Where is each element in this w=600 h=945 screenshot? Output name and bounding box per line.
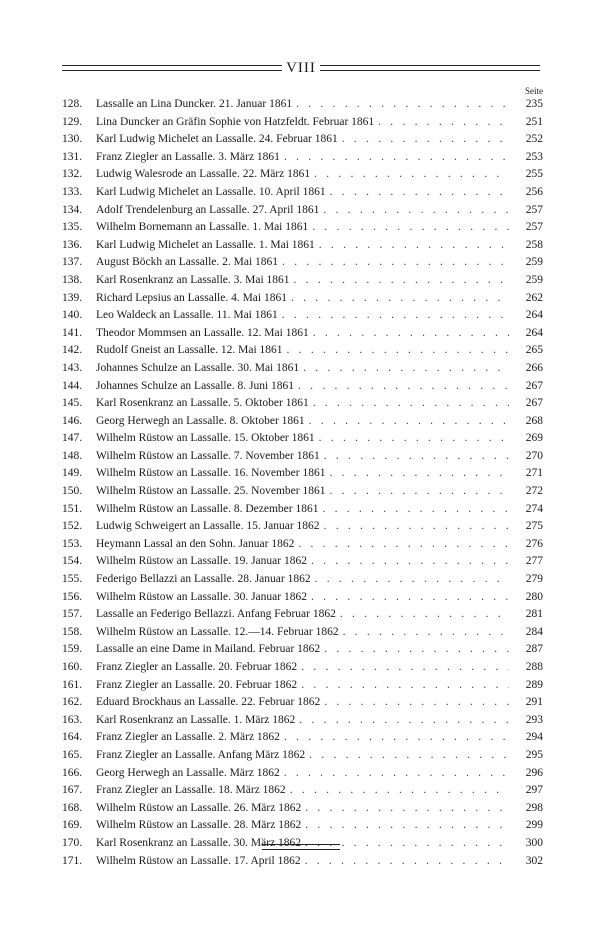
dot-leader: [338, 131, 509, 149]
entry-number: 154.: [62, 555, 83, 568]
entry-title: Johannes Schulze an Lassalle. 30. Mai 1861: [96, 361, 300, 374]
entry-number: 171.: [62, 854, 83, 867]
entry-number: 161.: [62, 678, 83, 691]
entry-page: 297: [525, 784, 543, 797]
entry-page: 280: [525, 590, 543, 603]
page-column-label: Seite: [525, 86, 543, 96]
entry-page: 291: [525, 696, 543, 709]
entry-number: 137.: [62, 256, 83, 269]
dot-leader: [309, 395, 509, 413]
entry-title: August Böckh an Lassalle. 2. Mai 1861: [96, 256, 279, 269]
dot-leader: [301, 800, 509, 818]
entry-number: 164.: [62, 731, 83, 744]
entry-title: Rudolf Gneist an Lassalle. 12. Mai 1861: [96, 344, 283, 357]
toc-entry: [62, 747, 543, 765]
entry-number: 156.: [62, 590, 83, 603]
entry-number: 157.: [62, 608, 83, 621]
entry-page: 259: [525, 256, 543, 269]
toc-entry: [62, 237, 543, 255]
entry-title: Karl Rosenkranz an Lassalle. 5. Oktober 1861: [96, 397, 309, 410]
toc-entry: [62, 378, 543, 396]
dot-leader: [315, 237, 509, 255]
entry-title: Karl Rosenkranz an Lassalle. 1. März 1862: [96, 713, 296, 726]
entry-number: 140.: [62, 309, 83, 322]
toc-entry: [62, 729, 543, 747]
dot-leader: [305, 747, 509, 765]
entry-page: 298: [525, 801, 543, 814]
entry-title: Lassalle an Federigo Bellazzi. Anfang Februar 1862: [96, 608, 336, 621]
entry-page: 257: [525, 203, 543, 216]
entry-page: 258: [525, 238, 543, 251]
entry-title: Georg Herwegh an Lassalle. 8. Oktober 1861: [96, 414, 305, 427]
dot-leader: [307, 589, 509, 607]
dot-leader: [326, 483, 510, 501]
dot-leader: [292, 96, 509, 114]
page-number: VIII: [286, 60, 316, 76]
entry-page: 271: [525, 467, 543, 480]
entry-title: Leo Waldeck an Lassalle. 11. Mai 1861: [96, 309, 278, 322]
entry-number: 165.: [62, 748, 83, 761]
dot-leader: [294, 378, 509, 396]
entry-title: Georg Herwegh an Lassalle. März 1862: [96, 766, 280, 779]
dot-leader: [283, 342, 509, 360]
toc-entry: [62, 413, 543, 431]
entry-number: 159.: [62, 643, 83, 656]
entry-number: 151.: [62, 502, 83, 515]
entry-number: 158.: [62, 625, 83, 638]
toc-entry: [62, 694, 543, 712]
dot-leader: [320, 518, 509, 536]
toc-entry: [62, 114, 543, 132]
entry-title: Wilhelm Rüstow an Lassalle. 19. Januar 1862: [96, 555, 307, 568]
entry-page: 255: [525, 168, 543, 181]
entry-title: Franz Ziegler an Lassalle. 18. März 1862: [96, 784, 286, 797]
entry-number: 133.: [62, 185, 83, 198]
toc-entry: [62, 606, 543, 624]
entry-title: Franz Ziegler an Lassalle. 20. Februar 1862: [96, 661, 298, 673]
toc-entry: [62, 782, 543, 800]
toc-entry: [62, 483, 543, 501]
dot-leader: [297, 677, 509, 695]
toc-entry: [62, 765, 543, 783]
entry-page: 284: [525, 625, 543, 638]
entry-number: 153.: [62, 537, 83, 550]
entry-number: 132.: [62, 168, 83, 181]
table-of-contents: [62, 96, 543, 870]
entry-page: 279: [525, 573, 543, 586]
entry-number: 128.: [62, 98, 83, 110]
entry-title: Wilhelm Rüstow an Lassalle. 15. Oktober 1861: [96, 432, 315, 445]
entry-title: Karl Rosenkranz an Lassalle. 30. März 1862: [96, 836, 302, 849]
dot-leader: [280, 765, 509, 783]
entry-page: 262: [525, 291, 543, 304]
entry-number: 146.: [62, 414, 83, 427]
entry-number: 148.: [62, 449, 83, 462]
toc-entry: [62, 712, 543, 730]
entry-number: 168.: [62, 801, 83, 814]
dot-leader: [287, 290, 509, 308]
toc-entry: [62, 641, 543, 659]
dot-leader: [307, 553, 509, 571]
entry-number: 167.: [62, 784, 83, 797]
dot-leader: [374, 114, 509, 132]
dot-leader: [278, 307, 509, 325]
header-rule-right: [320, 65, 540, 71]
entry-title: Federigo Bellazzi an Lassalle. 28. Januar 1862: [96, 573, 311, 586]
entry-page: 296: [525, 766, 543, 779]
entry-page: 267: [525, 397, 543, 410]
entry-title: Wilhelm Rüstow an Lassalle. 8. Dezember 1861: [96, 502, 319, 515]
entry-page: 256: [525, 185, 543, 198]
entry-page: 276: [525, 537, 543, 550]
header-rule-left: [62, 65, 282, 71]
dot-leader: [299, 360, 509, 378]
toc-entry: [62, 448, 543, 466]
toc-entry: [62, 272, 543, 290]
entry-title: Ludwig Walesrode an Lassalle. 22. März 1861: [96, 168, 311, 181]
entry-title: Franz Ziegler an Lassalle. 3. März 1861: [96, 150, 280, 163]
dot-leader: [290, 272, 509, 290]
entry-number: 147.: [62, 432, 83, 445]
toc-entry: [62, 624, 543, 642]
dot-leader: [326, 465, 510, 483]
dot-leader: [305, 413, 509, 431]
entry-number: 152.: [62, 520, 83, 533]
entry-page: 253: [525, 150, 543, 163]
entry-title: Wilhelm Rüstow an Lassalle. 16. November 1861: [96, 467, 326, 480]
dot-leader: [301, 817, 509, 835]
entry-number: 134.: [62, 203, 83, 216]
entry-page: 302: [525, 854, 543, 867]
dot-leader: [315, 430, 509, 448]
dot-leader: [326, 184, 509, 202]
entry-title: Franz Ziegler an Lassalle. 2. März 1862: [96, 731, 280, 744]
toc-entry: [62, 149, 543, 167]
entry-number: 138.: [62, 273, 83, 286]
entry-title: Richard Lepsius an Lassalle. 4. Mai 1861: [96, 291, 287, 304]
entry-page: 265: [525, 344, 543, 357]
toc-entry: [62, 430, 543, 448]
entry-number: 129.: [62, 115, 83, 128]
entry-title: Wilhelm Rüstow an Lassalle. 17. April 1862: [96, 854, 301, 867]
dot-leader: [301, 853, 509, 871]
dot-leader: [280, 729, 509, 747]
entry-title: Karl Rosenkranz an Lassalle. 3. Mai 1861: [96, 273, 290, 286]
toc-entry: [62, 465, 543, 483]
dot-leader: [295, 712, 509, 730]
entry-number: 142.: [62, 344, 83, 357]
entry-title: Johannes Schulze an Lassalle. 8. Juni 1861: [96, 379, 295, 392]
dot-leader: [319, 202, 509, 220]
toc-entry: [62, 677, 543, 695]
entry-page: 252: [525, 133, 543, 146]
entry-title: Wilhelm Bornemann an Lassalle. 1. Mai 1861: [96, 221, 309, 234]
entry-page: 267: [525, 379, 543, 392]
dot-leader: [339, 624, 509, 642]
dot-leader: [308, 219, 509, 237]
entry-number: 145.: [62, 397, 83, 410]
toc-entry: [62, 853, 543, 871]
entry-page: 289: [525, 678, 543, 691]
dot-leader: [320, 694, 509, 712]
toc-entry: [62, 501, 543, 519]
entry-title: Karl Ludwig Michelet an Lassalle. 1. Mai 1861: [96, 238, 315, 251]
entry-number: 143.: [62, 361, 83, 374]
entry-page: 269: [525, 432, 543, 445]
entry-number: 160.: [62, 661, 83, 673]
toc-entry: [62, 571, 543, 589]
closing-rule-bottom: [262, 849, 340, 850]
entry-number: 135.: [62, 221, 83, 234]
entry-number: 163.: [62, 713, 83, 726]
closing-rule-top: [262, 844, 340, 845]
toc-entry: [62, 290, 543, 308]
entry-title: Franz Ziegler an Lassalle. Anfang März 1862: [96, 748, 306, 761]
toc-entry: [62, 360, 543, 378]
entry-page: 293: [525, 713, 543, 726]
entry-number: 136.: [62, 238, 83, 251]
entry-number: 139.: [62, 291, 83, 304]
entry-title: Wilhelm Rüstow an Lassalle. 7. November 1861: [96, 449, 320, 462]
entry-page: 275: [525, 520, 543, 533]
entry-page: 294: [525, 731, 543, 744]
entry-number: 144.: [62, 379, 83, 392]
dot-leader: [309, 325, 509, 343]
dot-leader: [280, 149, 509, 167]
entry-title: Adolf Trendelenburg an Lassalle. 27. April 1861: [96, 203, 320, 216]
entry-title: Karl Ludwig Michelet an Lassalle. 24. Februar 1861: [96, 133, 338, 146]
entry-page: 274: [525, 502, 543, 515]
entry-page: 268: [525, 414, 543, 427]
entry-title: Wilhelm Rüstow an Lassalle. 25. November 1861: [96, 485, 326, 498]
entry-title: Ludwig Schweigert an Lassalle. 15. Januar 1862: [96, 520, 320, 533]
entry-title: Wilhelm Rüstow an Lassalle. 12.—14. Februar 1862: [96, 625, 339, 638]
entry-number: 155.: [62, 573, 83, 586]
toc-entry: [62, 166, 543, 184]
entry-page: 264: [525, 309, 543, 322]
dot-leader: [278, 254, 509, 272]
dot-leader: [297, 659, 509, 677]
entry-number: 131.: [62, 150, 83, 163]
entry-title: Lassalle an eine Dame in Mailand. Februar 1862: [96, 643, 321, 656]
entry-title: Lassalle an Lina Duncker. 21. Januar 1861: [96, 98, 293, 110]
entry-page: 270: [525, 449, 543, 462]
entry-title: Theodor Mommsen an Lassalle. 12. Mai 1861: [96, 326, 309, 339]
toc-entry: [62, 553, 543, 571]
entry-page: 295: [525, 748, 543, 761]
toc-entry: [62, 817, 543, 835]
toc-entry: [62, 800, 543, 818]
entry-page: 251: [525, 115, 543, 128]
dot-leader: [320, 448, 509, 466]
toc-entry: [62, 518, 543, 536]
toc-entry: [62, 536, 543, 554]
entry-title: Karl Ludwig Michelet an Lassalle. 10. April 1861: [96, 185, 326, 198]
entry-number: 169.: [62, 819, 83, 832]
entry-title: Franz Ziegler an Lassalle. 20. Februar 1862: [96, 678, 298, 691]
toc-entry: [62, 184, 543, 202]
entry-page: 277: [525, 555, 543, 568]
entry-title: Wilhelm Rüstow an Lassalle. 26. März 1862: [96, 801, 302, 814]
entry-title: Wilhelm Rüstow an Lassalle. 30. Januar 1862: [96, 590, 307, 603]
entry-number: 150.: [62, 485, 83, 498]
entry-page: 264: [525, 326, 543, 339]
dot-leader: [336, 606, 509, 624]
entry-page: 299: [525, 819, 543, 832]
entry-number: 141.: [62, 326, 83, 339]
toc-entry: [62, 131, 543, 149]
toc-entry: [62, 659, 543, 677]
entry-title: Lina Duncker an Gräfin Sophie von Hatzfeldt. Februar 1861: [96, 115, 375, 128]
entry-page: 257: [525, 221, 543, 234]
entry-number: 166.: [62, 766, 83, 779]
dot-leader: [286, 782, 509, 800]
dot-leader: [320, 641, 509, 659]
toc-entry: [62, 342, 543, 360]
toc-entry: [62, 307, 543, 325]
entry-title: Heymann Lassal an den Sohn. Januar 1862: [96, 537, 295, 550]
entry-page: 287: [525, 643, 543, 656]
entry-page: 266: [525, 361, 543, 374]
toc-entry: [62, 395, 543, 413]
entry-page: 272: [525, 485, 543, 498]
entry-number: 149.: [62, 467, 83, 480]
toc-entry: [62, 254, 543, 272]
entry-page: 235: [525, 98, 543, 110]
toc-entry: [62, 96, 543, 114]
entry-title: Wilhelm Rüstow an Lassalle. 28. März 1862: [96, 819, 302, 832]
entry-page: 281: [525, 608, 543, 621]
toc-entry: [62, 325, 543, 343]
toc-entry: [62, 219, 543, 237]
dot-leader: [310, 166, 509, 184]
entry-page: 300: [525, 836, 543, 849]
dot-leader: [311, 571, 509, 589]
entry-title: Eduard Brockhaus an Lassalle. 22. Februar 1862: [96, 696, 321, 709]
toc-entry: [62, 589, 543, 607]
closing-rules: [262, 844, 340, 854]
entry-number: 162.: [62, 696, 83, 709]
page-header: [62, 58, 540, 78]
entry-number: 170.: [62, 836, 83, 849]
entry-number: 130.: [62, 133, 83, 146]
entry-page: 288: [525, 661, 543, 673]
dot-leader: [294, 536, 509, 554]
toc-entry: [62, 202, 543, 220]
entry-page: 259: [525, 273, 543, 286]
dot-leader: [318, 501, 509, 519]
